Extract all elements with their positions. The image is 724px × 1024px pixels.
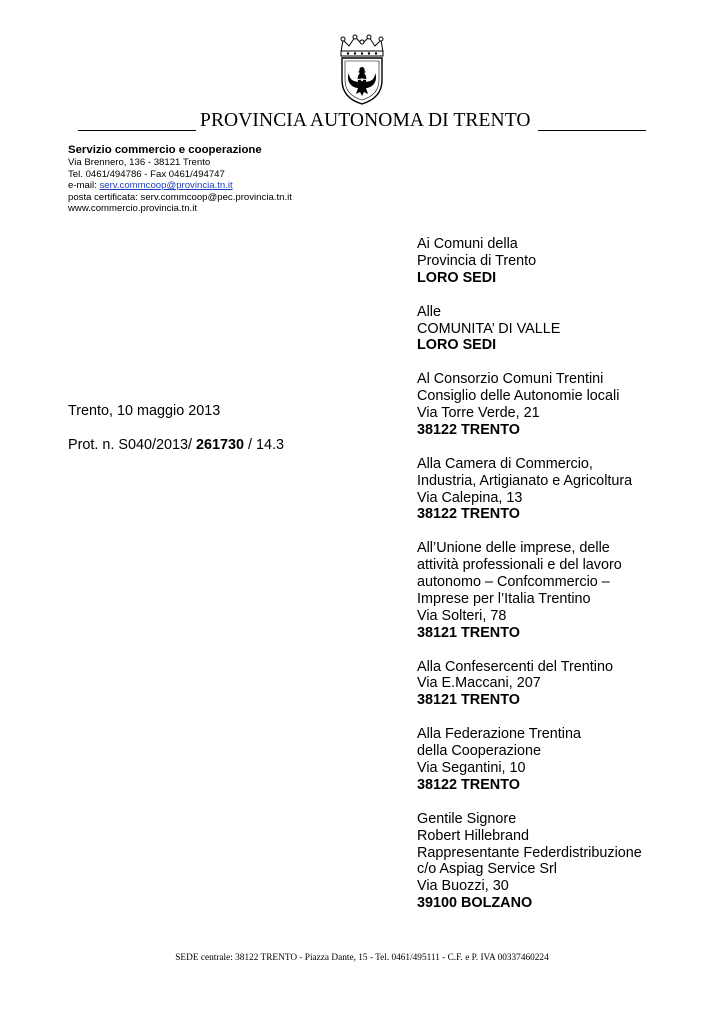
recipient-line: Alla Confesercenti del Trentino — [417, 658, 613, 675]
recipient-locality: 38121 TRENTO — [417, 624, 520, 641]
letterhead-title — [78, 110, 646, 136]
letter-meta — [68, 403, 284, 454]
recipient-line: della Cooperazione — [417, 743, 542, 760]
footer-seat: SEDE centrale: 38122 TRENTO - Piazza Dante, 15 - Tel. 0461/495111 - C.F. e P. IVA 00337460224 — [175, 953, 549, 963]
recipient-block — [417, 659, 642, 710]
recipient-line: Industria, Artigianato e Agricoltura — [417, 472, 633, 489]
protocol-main-number: 261730 — [196, 437, 245, 453]
recipient-line: Provincia di Trento — [417, 252, 537, 269]
recipient-line: Alle — [417, 303, 441, 320]
email-link[interactable]: serv.commcoop@provincia.tn.it — [99, 180, 233, 192]
recipient-locality: 38122 TRENTO — [417, 506, 520, 523]
protocol-prefix: Prot. n. S040/2013/ — [68, 437, 197, 453]
recipient-line: Via Torre Verde, 21 — [417, 405, 540, 422]
recipient-locality: 39100 BOLZANO — [417, 895, 533, 912]
trento-coat-of-arms-icon — [336, 34, 388, 106]
office-address: Via Brennero, 136 - 38121 Trento — [68, 157, 211, 168]
protocol-number — [68, 437, 284, 454]
office-website: www.commercio.provincia.tn.it — [68, 203, 198, 215]
recipient-block — [417, 811, 642, 912]
office-contact-block — [68, 143, 292, 215]
recipient-line: Via Solteri, 78 — [417, 607, 507, 624]
title-rule-left — [78, 130, 196, 131]
recipient-line: COMUNITA’ DI VALLE — [417, 320, 561, 337]
office-email-line — [68, 180, 292, 192]
recipient-line: Imprese per l’Italia Trentino — [417, 590, 591, 607]
recipient-locality: LORO SEDI — [417, 337, 497, 354]
recipient-line: attività professionali e del lavoro — [417, 557, 622, 574]
recipient-locality: 38121 TRENTO — [417, 692, 520, 709]
recipient-line: Consiglio delle Autonomie locali — [417, 388, 620, 405]
recipients-list — [417, 236, 642, 929]
institution-title: PROVINCIA AUTONOMA DI TRENTO — [200, 110, 531, 131]
recipient-locality: LORO SEDI — [417, 269, 497, 286]
recipient-line: Alla Federazione Trentina — [417, 726, 581, 743]
office-name: Servizio commercio e cooperazione — [68, 144, 262, 156]
recipient-block — [417, 726, 642, 794]
email-label: e-mail: — [68, 180, 100, 192]
title-rule-right — [538, 130, 646, 131]
recipient-line: All’Unione delle imprese, delle — [417, 540, 610, 557]
recipient-line: Alla Camera di Commercio, — [417, 455, 593, 472]
recipient-locality: 38122 TRENTO — [417, 776, 520, 793]
recipient-block — [417, 540, 642, 641]
place-date: Trento, 10 maggio 2013 — [68, 403, 221, 419]
recipient-line: Rappresentante Federdistribuzione — [417, 844, 642, 861]
office-phone: Tel. 0461/494786 - Fax 0461/494747 — [68, 168, 225, 180]
recipient-block — [417, 236, 642, 287]
recipient-line: Via Calepina, 13 — [417, 489, 523, 506]
recipient-block — [417, 304, 642, 355]
office-pec: posta certificata: serv.commcoop@pec.provincia.tn.it — [68, 191, 292, 203]
recipient-line: autonomo – Confcommercio – — [417, 574, 610, 591]
recipient-locality: 38122 TRENTO — [417, 421, 520, 438]
recipient-block — [417, 371, 642, 439]
recipient-line: Gentile Signore — [417, 810, 517, 827]
protocol-suffix: / 14.3 — [244, 437, 285, 453]
recipient-line: Robert Hillebrand — [417, 827, 529, 844]
recipient-line: Via Buozzi, 30 — [417, 878, 509, 895]
recipient-line: Via E.Maccani, 207 — [417, 675, 541, 692]
recipient-line: Al Consorzio Comuni Trentini — [417, 371, 604, 388]
recipient-line: Ai Comuni della — [417, 236, 518, 252]
recipient-block — [417, 456, 642, 524]
recipient-line: Via Segantini, 10 — [417, 760, 526, 776]
recipient-line: c/o Aspiag Service Srl — [417, 861, 557, 878]
